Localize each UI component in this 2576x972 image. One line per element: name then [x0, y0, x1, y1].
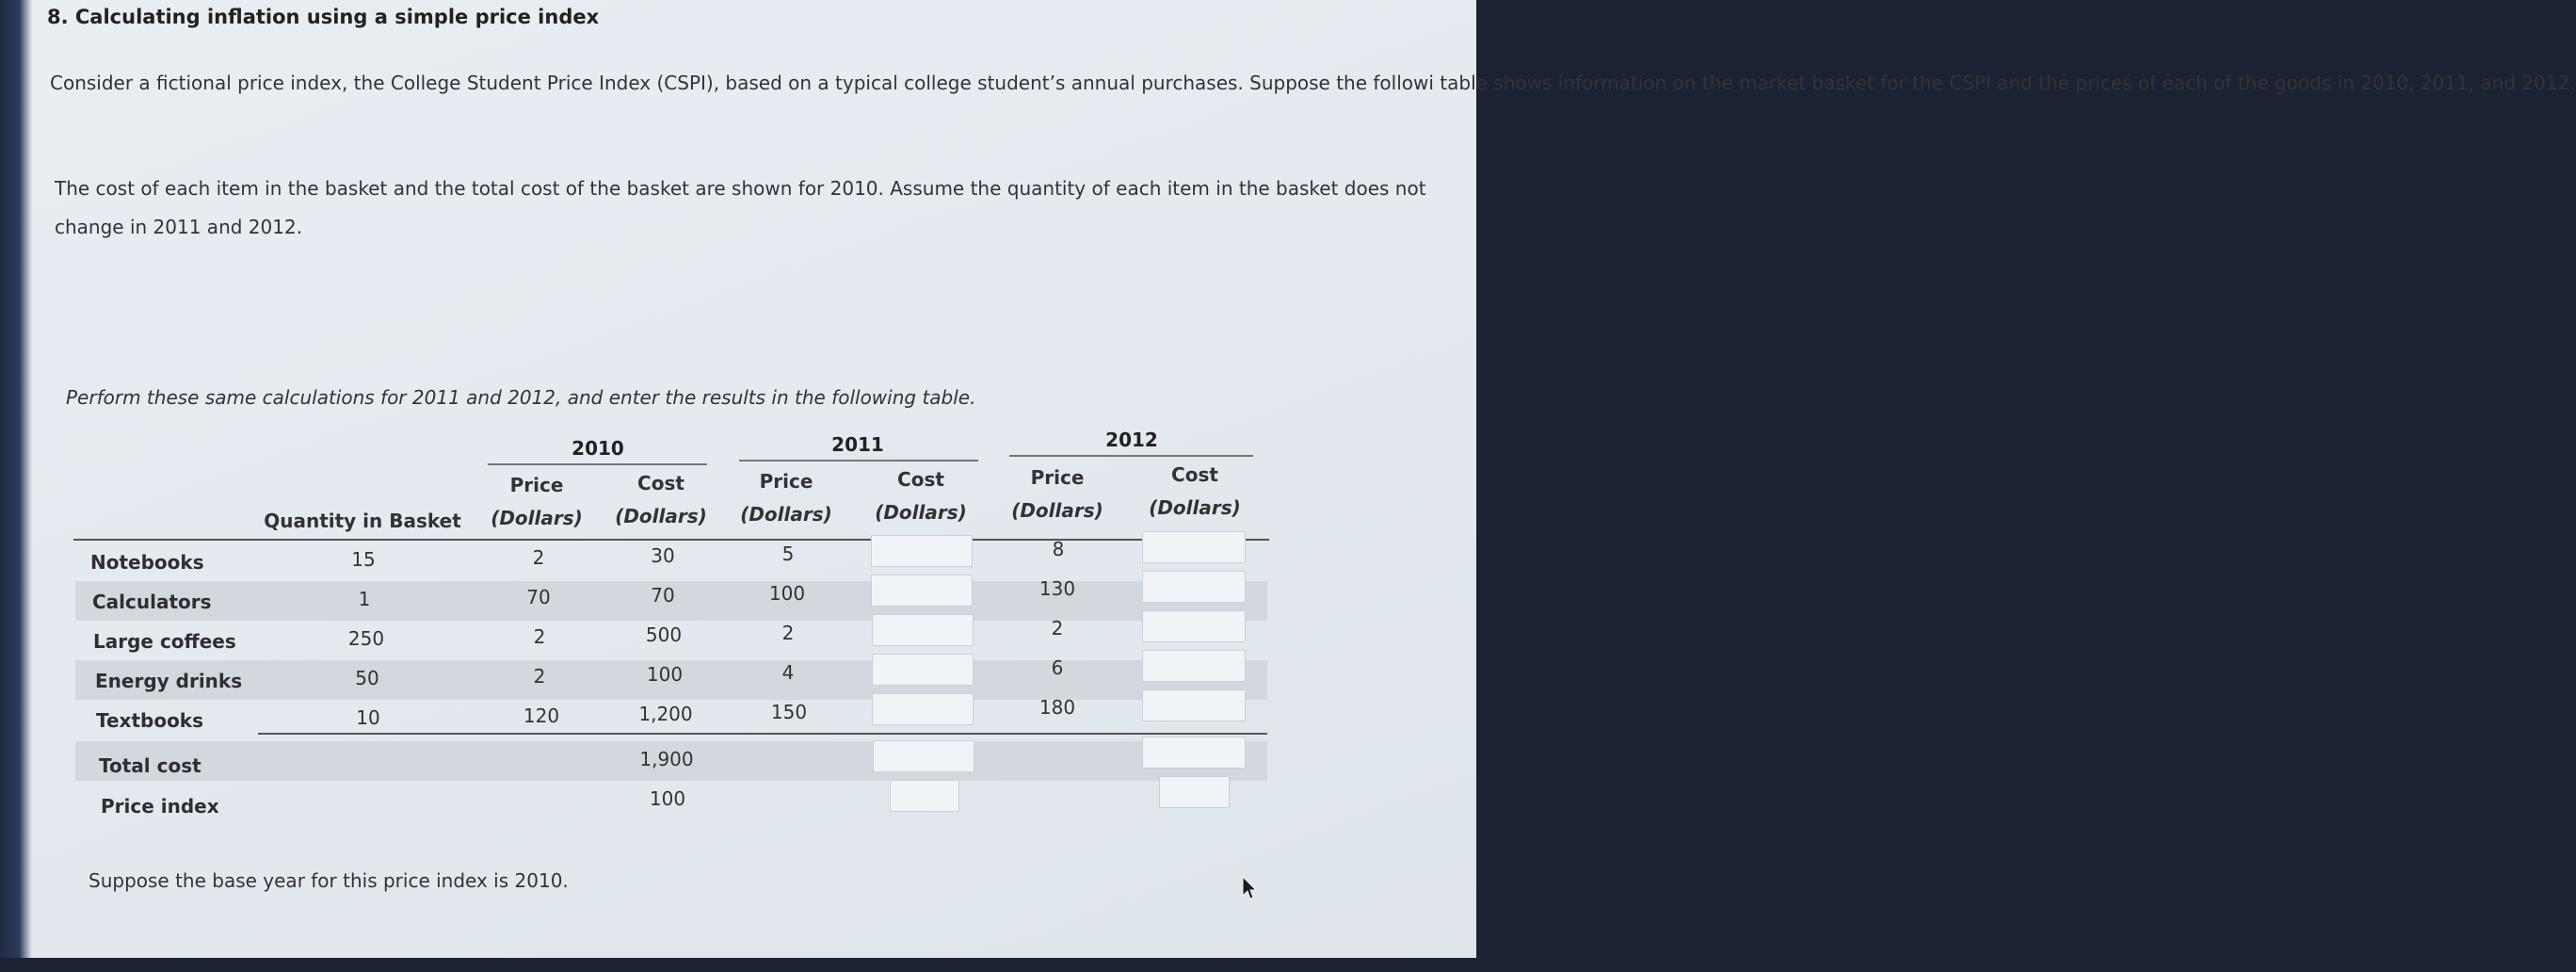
table-cell: 70 [526, 586, 551, 608]
year-2010-underline [488, 463, 707, 465]
year-2012-header: 2012 [1105, 429, 1158, 451]
year-2012-underline [1009, 455, 1253, 457]
cost-2012-unit: (Dollars) [1149, 496, 1241, 519]
table-cell: 120 [523, 705, 560, 727]
table-cell: 50 [355, 667, 379, 689]
table-cell: 500 [645, 624, 683, 646]
table-cell: 100 [768, 582, 806, 605]
cost-2012-header: Cost [1171, 463, 1218, 486]
table-cell: 2 [1051, 617, 1064, 640]
window-edge [0, 0, 32, 958]
table-cell: 2 [533, 625, 546, 648]
table-cell: 2 [781, 622, 795, 644]
row-label-energy-drinks: Energy drinks [95, 670, 243, 692]
cost-2010-unit: (Dollars) [615, 505, 707, 527]
row-label-notebooks: Notebooks [90, 551, 204, 574]
cost-2011-header: Cost [897, 468, 944, 491]
cost-2012-textbooks-input[interactable] [1142, 689, 1246, 721]
cost-2012-energy-drinks-input[interactable] [1142, 650, 1246, 682]
year-2010-header: 2010 [572, 437, 624, 460]
total-cost-2010: 1,900 [639, 748, 694, 770]
price-index-2012-input[interactable] [1159, 776, 1230, 808]
price-2012-unit: (Dollars) [1011, 499, 1103, 522]
price-2012-header: Price [1030, 466, 1085, 489]
cost-2011-calculators-input[interactable] [871, 575, 973, 607]
quantity-header: Quantity in Basket [264, 510, 461, 532]
cost-2011-large-coffees-input[interactable] [872, 614, 974, 646]
row-label-large-coffees: Large coffees [93, 630, 236, 653]
cost-2012-notebooks-input[interactable] [1142, 531, 1246, 563]
table-cell: 15 [351, 548, 376, 571]
row-label-calculators: Calculators [92, 591, 212, 613]
table-cell: 5 [781, 543, 795, 565]
table-cell: 180 [1038, 696, 1076, 719]
cost-2011-energy-drinks-input[interactable] [872, 654, 974, 686]
base-year-text: Suppose the base year for this price index is 2010. [89, 869, 569, 892]
cost-2012-large-coffees-input[interactable] [1142, 610, 1246, 642]
total-cost-label: Total cost [99, 754, 201, 777]
cost-2011-notebooks-input[interactable] [871, 535, 973, 567]
price-2011-unit: (Dollars) [740, 503, 832, 526]
price-index-2010: 100 [649, 787, 686, 810]
cost-2011-textbooks-input[interactable] [872, 693, 974, 725]
cost-2012-calculators-input[interactable] [1142, 571, 1246, 603]
price-2011-header: Price [759, 470, 813, 493]
table-cell: 130 [1038, 577, 1076, 600]
table-cell: 2 [532, 546, 545, 569]
question-title: 8. Calculating inflation using a simple price index [47, 6, 600, 28]
table-cell: 4 [781, 661, 795, 684]
price-2010-unit: (Dollars) [491, 507, 583, 529]
table-cell: 250 [347, 627, 385, 650]
total-cost-2011-input[interactable] [873, 740, 974, 772]
table-cell: 10 [356, 706, 380, 729]
table-cell: 1 [358, 588, 371, 610]
year-2011-header: 2011 [831, 433, 884, 456]
table-cell: 6 [1051, 656, 1064, 679]
total-cost-2012-input[interactable] [1142, 737, 1246, 769]
price-2010-header: Price [509, 474, 564, 496]
price-index-label: Price index [101, 795, 219, 818]
table-cell: 8 [1052, 538, 1065, 560]
table-cell: 70 [651, 584, 675, 607]
total-rule [258, 733, 1267, 735]
mouse-cursor-icon [1241, 876, 1258, 900]
cost-2010-header: Cost [637, 472, 684, 494]
table-cell: 150 [770, 701, 808, 723]
intro-paragraph: Consider a fictional price index, the College Student Price Index (CSPI), based on a typical college student’s annual purchases. Suppose the followi table shows information on the market basket for the CSPI and the prices of each of the goods in 2010, 2011, and 2012. [50, 72, 2576, 94]
cost-2011-unit: (Dollars) [875, 501, 967, 524]
table-cell: 30 [651, 544, 675, 567]
cost-paragraph: The cost of each item in the basket and the total cost of the basket are shown for 2010. Assume the quantity of each item in the basket does not change in 2011 and 2012. [55, 177, 1426, 238]
price-index-2011-input[interactable] [890, 780, 959, 812]
instruction-text: Perform these same calculations for 2011 and 2012, and enter the results in the following table. [66, 386, 976, 409]
table-cell: 1,200 [638, 703, 693, 725]
table-cell: 100 [646, 663, 684, 686]
table-cell: 2 [533, 665, 546, 688]
row-label-textbooks: Textbooks [96, 709, 204, 732]
year-2011-underline [739, 460, 978, 462]
